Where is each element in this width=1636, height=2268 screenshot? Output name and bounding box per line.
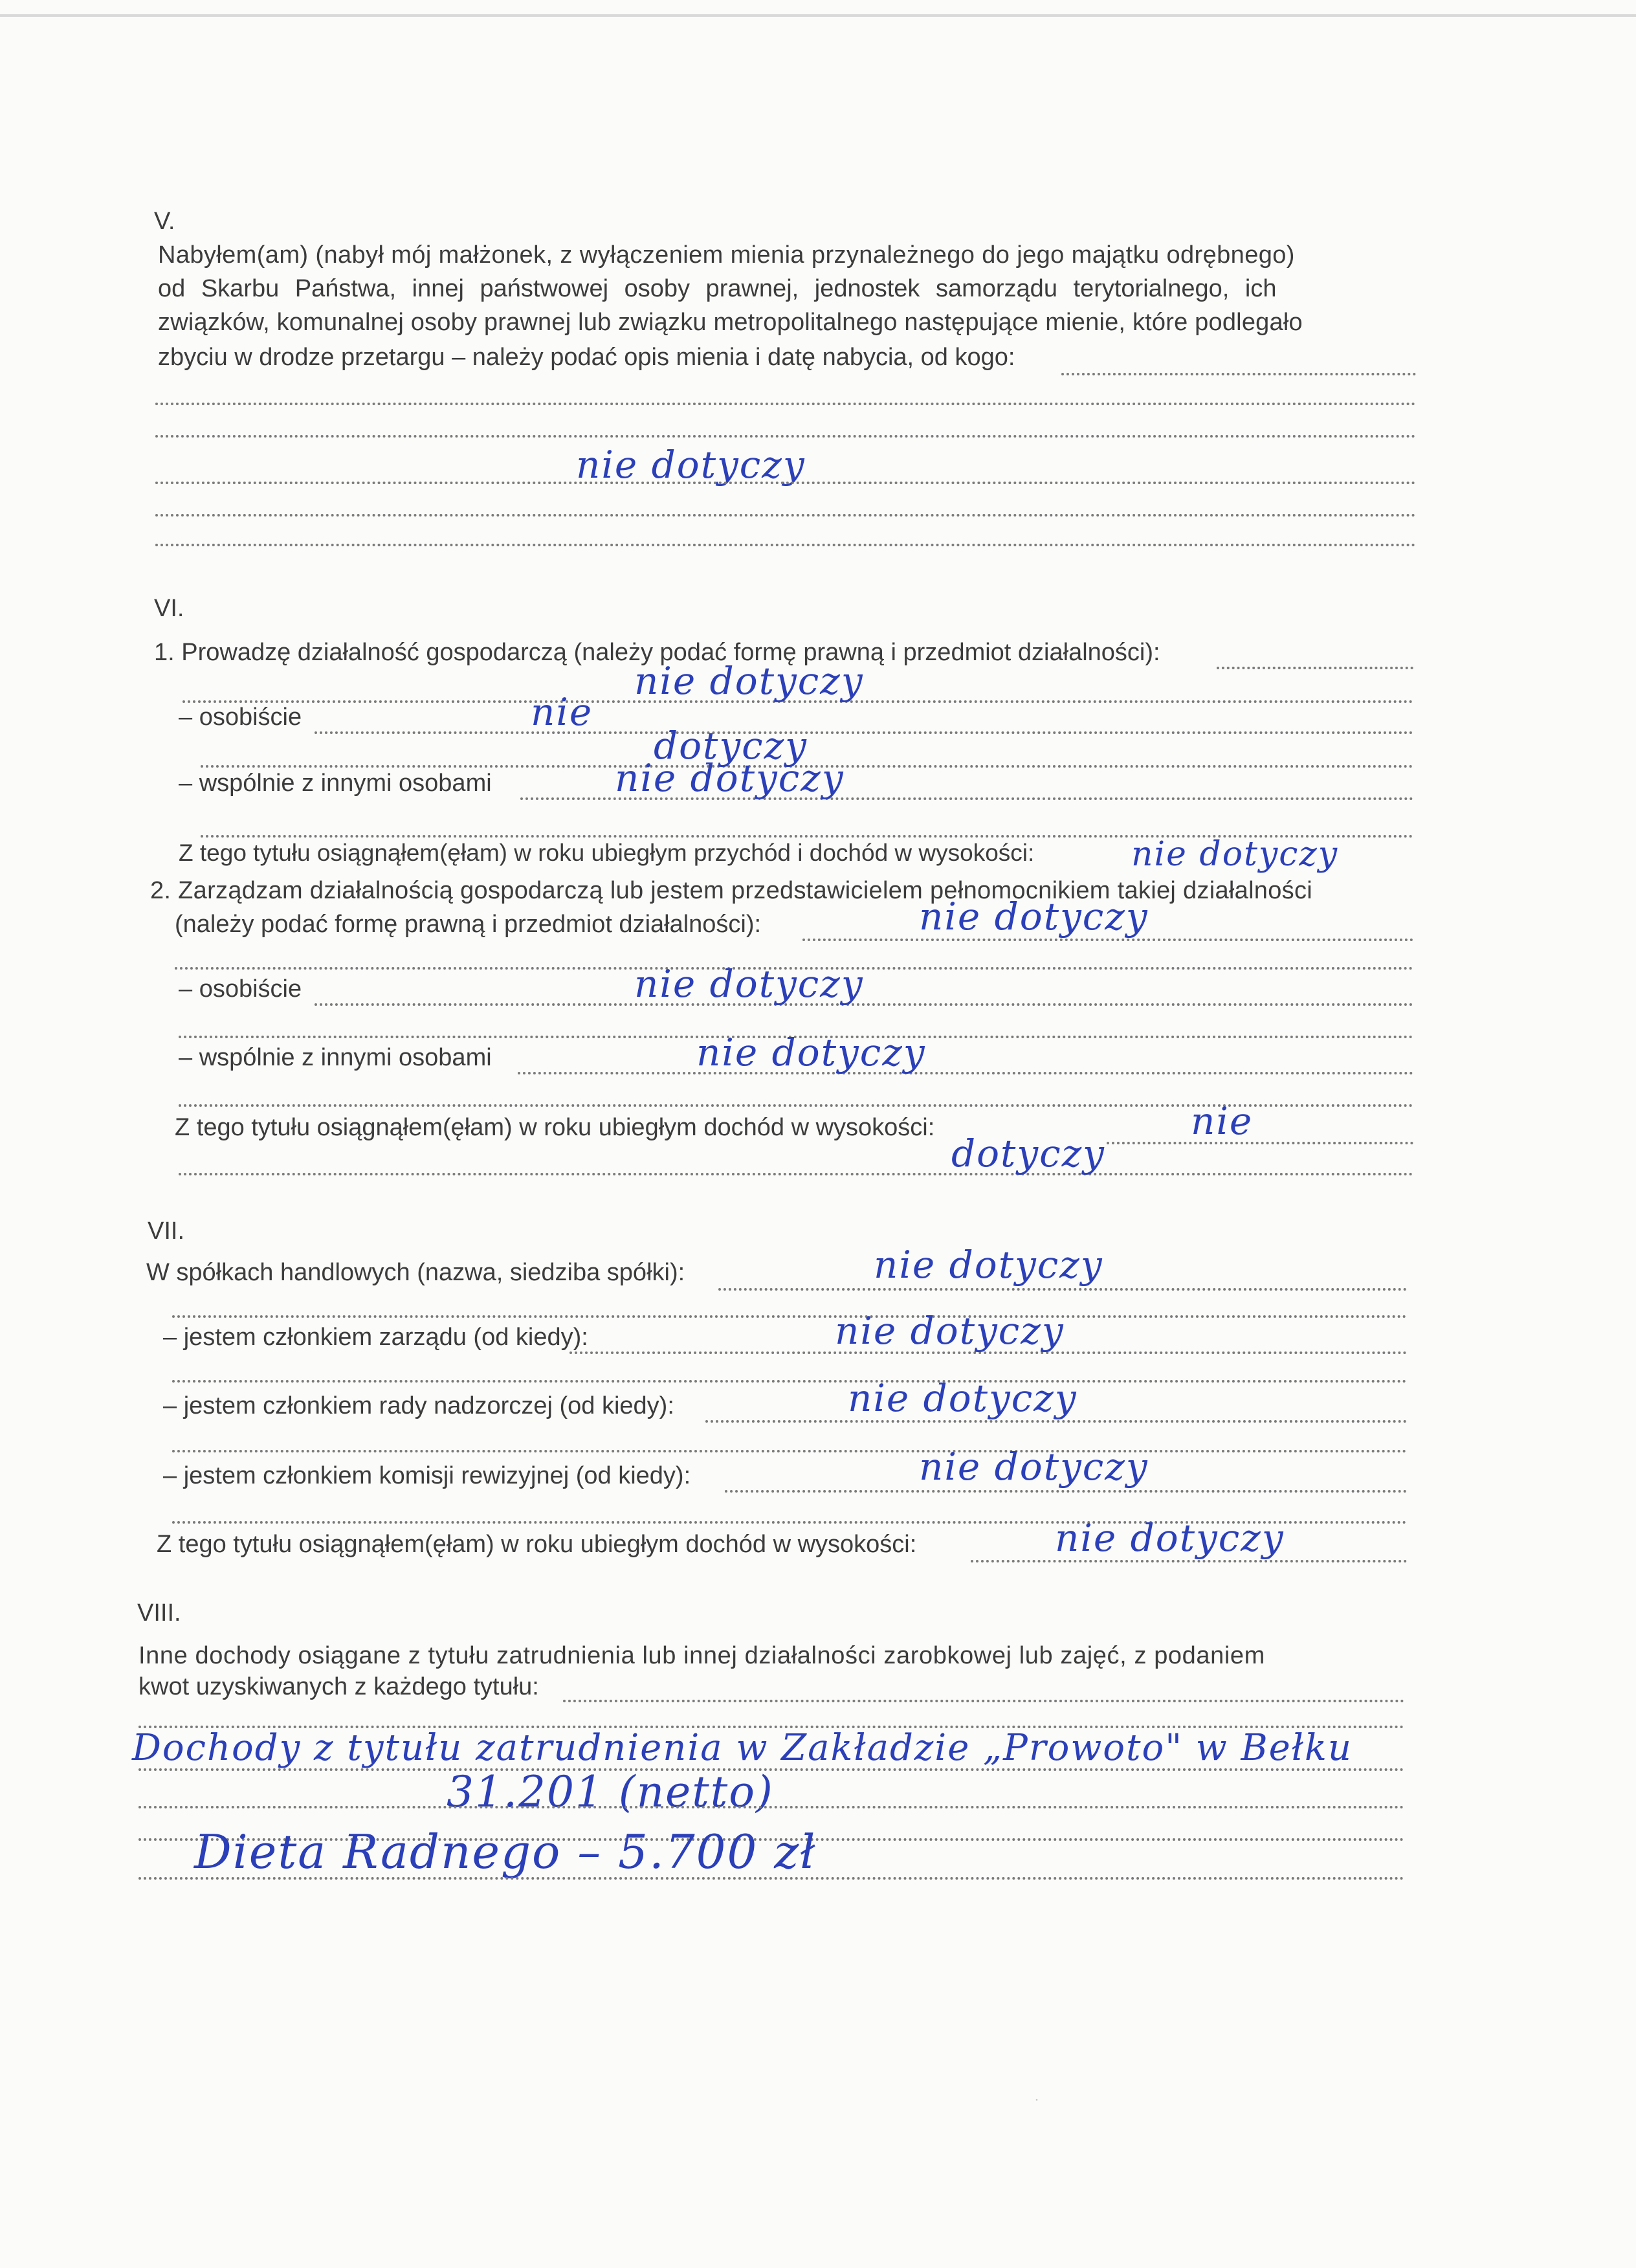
scan-speck: · [1034, 2091, 1039, 2108]
dotted-line [1061, 373, 1416, 375]
section-vii-heading: VII. [148, 1217, 185, 1245]
dotted-line [155, 514, 1416, 517]
section-vi-heading: VI. [154, 595, 184, 622]
dotted-line [315, 1003, 1413, 1006]
section-vii-audit-label: – jestem członkiem komisji rewizyjnej (od kiedy): [163, 1462, 691, 1489]
section-v-text-line-2: od Skarbu Państwa, innej państwowej osoby prawnej, jednostek samorządu terytorialnego, ich [158, 275, 1277, 302]
section-vi-item-2-joint-answer: nie dotyczy [696, 1030, 926, 1074]
section-vi-item-1-joint-answer: nie dotyczy [615, 756, 845, 800]
dotted-line [971, 1560, 1407, 1562]
section-vi-item-2-income-answer: nie [1191, 1099, 1254, 1143]
dotted-line [315, 731, 1413, 734]
dotted-line [725, 1490, 1407, 1493]
section-vi-item-1-income-answer: nie dotyczy [1131, 835, 1339, 874]
section-vi-item-1-income-label: Z tego tytułu osiągnąłem(ęłam) w roku ubiegłym przychód i dochód w wysokości: [179, 839, 1035, 866]
section-viii-handwritten-answer-line-1: Dochody z tytułu zatrudnienia w Zakładzie „Prowoto" w Bełku [132, 1727, 1353, 1769]
dotted-line [155, 403, 1416, 405]
dotted-line [179, 1173, 1413, 1175]
section-vi-item-2-personal-label: – osobiście [179, 975, 302, 1003]
section-vi-item-2-income-answer-2: dotyczy [951, 1131, 1105, 1175]
section-v-handwritten-answer: nie dotyczy [576, 443, 806, 487]
section-vi-item-1-answer: nie dotyczy [634, 659, 864, 703]
dotted-line [172, 1380, 1407, 1383]
dotted-line [802, 939, 1413, 941]
section-vi-item-2-personal-answer: nie dotyczy [634, 962, 864, 1006]
section-v-heading: V. [154, 208, 175, 235]
page-top-edge [0, 14, 1636, 17]
dotted-line [718, 1288, 1407, 1291]
dotted-line [518, 1072, 1413, 1074]
dotted-line [138, 1806, 1404, 1808]
section-vi-item-2-income-label: Z tego tytułu osiągnąłem(ęłam) w roku ubiegłym dochód w wysokości: [175, 1114, 935, 1141]
dotted-line [563, 1700, 1404, 1702]
section-vii-intro-answer: nie dotyczy [874, 1243, 1103, 1287]
dotted-line [1217, 667, 1413, 669]
dotted-line [172, 1315, 1407, 1318]
section-vi-item-1-joint-label: – wspólnie z innymi osobami [179, 770, 492, 797]
section-viii-heading: VIII. [137, 1599, 181, 1627]
dotted-line [155, 435, 1416, 438]
section-vi-item-2-answer: nie dotyczy [919, 895, 1149, 939]
section-vi-item-1-personal-answer: nie [531, 690, 593, 734]
dotted-line [1107, 1142, 1413, 1144]
section-vi-item-2-text-line-1: 2. Zarządzam działalnością gospodarczą lub jestem przedstawicielem pełnomocnikiem takiej działalności [150, 877, 1313, 904]
section-vii-income-label: Z tego tytułu osiągnąłem(ęłam) w roku ubiegłym dochód w wysokości: [157, 1531, 917, 1558]
section-viii-text-line-1: Inne dochody osiągane z tytułu zatrudnienia lub innej działalności zarobkowej lub zajęć, z podaniem [138, 1642, 1265, 1669]
section-vii-supervisory-label: – jestem członkiem rady nadzorczej (od kiedy): [163, 1392, 674, 1419]
dotted-line [705, 1420, 1407, 1423]
section-vii-supervisory-answer: nie dotyczy [848, 1376, 1078, 1420]
section-viii-handwritten-answer-line-3: Dieta Radnego – 5.700 zł [194, 1825, 817, 1879]
section-vii-intro: W spółkach handlowych (nazwa, siedziba spółki): [146, 1259, 685, 1286]
section-v-text-line-1: Nabyłem(am) (nabył mój małżonek, z wyłączeniem mienia przynależnego do jego majątku odrębnego) [158, 241, 1295, 269]
section-vii-board-label: – jestem członkiem zarządu (od kiedy): [163, 1324, 588, 1351]
dotted-line [138, 1877, 1404, 1880]
dotted-line [155, 482, 1416, 484]
section-vi-item-2-text-line-2: (należy podać formę prawną i przedmiot działalności): [175, 911, 762, 938]
section-vii-board-answer: nie dotyczy [835, 1309, 1065, 1353]
dotted-line [172, 1450, 1407, 1452]
section-vii-income-answer: nie dotyczy [1055, 1516, 1285, 1560]
section-viii-handwritten-answer-line-2: 31.201 (netto) [447, 1767, 774, 1817]
section-v-text-line-4: zbyciu w drodze przetargu – należy podać opis mienia i datę nabycia, od kogo: [158, 344, 1015, 371]
section-viii-text-line-2: kwot uzyskiwanych z każdego tytułu: [138, 1673, 539, 1700]
dotted-line [155, 544, 1416, 546]
section-vi-item-2-joint-label: – wspólnie z innymi osobami [179, 1044, 492, 1071]
section-vi-item-1-personal-answer-2: dotyczy [654, 724, 808, 768]
section-vii-audit-answer: nie dotyczy [919, 1445, 1149, 1489]
section-v-text-line-3: związków, komunalnej osoby prawnej lub związku metropolitalnego następujące mienie, które podlegało [158, 309, 1303, 336]
section-vi-item-1-text: 1. Prowadzę działalność gospodarczą (należy podać formę prawną i przedmiot działalności): [154, 639, 1160, 666]
section-vi-item-1-personal-label: – osobiście [179, 704, 302, 731]
